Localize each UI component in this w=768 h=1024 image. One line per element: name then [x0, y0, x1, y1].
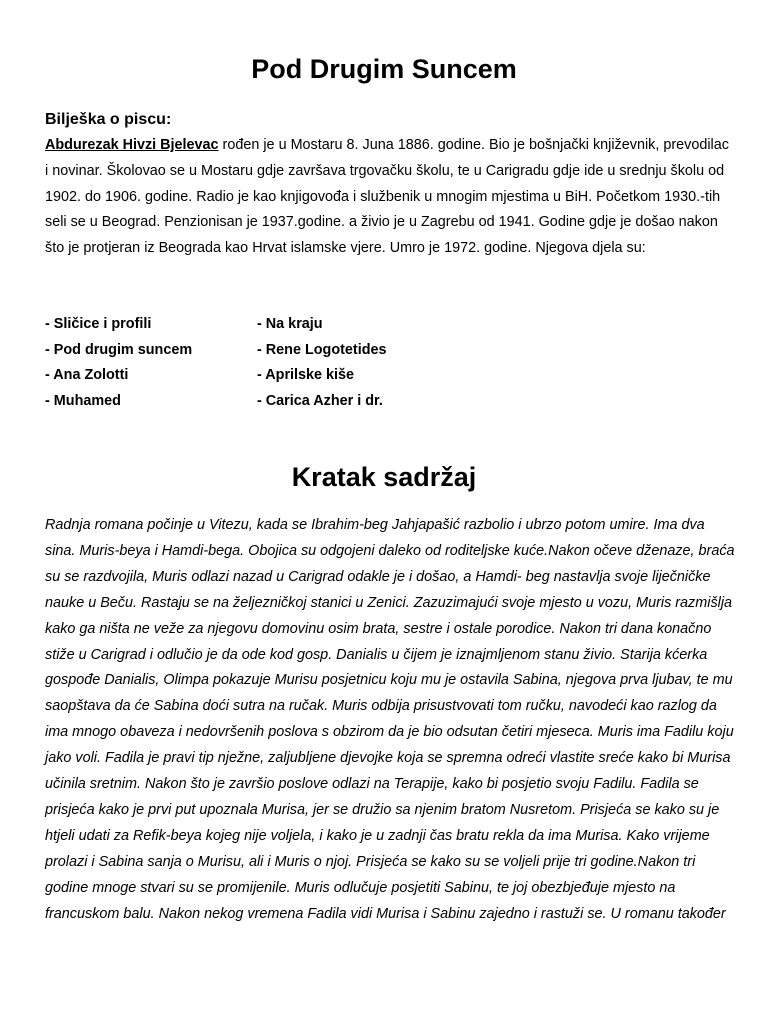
bio-text: rođen je u Mostaru 8. Juna 1886. godine. Bio je bošnjački književnik, prevodilac i novinar. Školovao se u Mostaru gdje završava trgovačku školu, te u Carigradu gdje ide u srednju školu od 1902. do 1906. godine. Radio je kao knjigovođa i službenik u mnogim mjestima u BiH. Početkom 1930.-tih seli se u Beograd. Penzionisan je 1937.godine. a živio je u Zagrebu od 1941. Godine gdje je došao nakon što je protjeran iz Beograda kao Hrvat islamske vjere. Umro je 1972. godine. Njegova djela su:: [45, 137, 729, 257]
summary-paragraph: Radnja romana počinje u Vitezu, kada se Ibrahim-beg Jahjapašić razbolio i ubrzo potom umire. Ima dva sina. Muris-beya i Hamdi-bega. Obojica su odgojeni daleko od roditeljske kuće.Nakon očeve dženaze, braća su se razdvojila, Muris odlazi nazad u Carigrad odakle je i došao, a Hamdi- beg nastavlja svoje liječničke nauke u Beču. Rastaju se na željezničkoj stanici u Zenici. Zazuzimajući svoje mjesto u vozu, Muris razmišlja kako ga ništa ne veže za njegovu domovinu osim brata, sestre i ostale porodice. Nakon tri dana konačno stiže u Carigrad i odlučio je da ode kod gosp. Danialis u čijem je iznajmljenom stanu živio. Starija kćerka gospođe Danialis, Olimpa pokazuje Murisu posjetnicu koju mu je ostavila Sabina, njegova prva ljubav, te mu saopštava da će Sabina doći sutra na ručak. Muris odbija prisustvovati tom ručku, navodeći kao razlog da ima mnogo obaveza i nedovršenih poslova s obzirom da je bio odsutan četiri mjeseca. Muris ima Fadilu koju jako voli. Fadila je pravi tip nježne, zaljubljene djevojke koja se spremna odreći vlastite sreće kako bi Murisa učinila sretnim. Nakon što je završio poslove odlazi na Terapije, kako bi posjetio svoju Fadilu. Fadila se prisjeća kako je prvi put upoznala Murisa, jer se družio sa njenim bratom Nusretom. Prisjeća se kako su je htjeli udati za Refik-beya kojeg nije voljela, i kako je u zadnji čas bratu rekla da ima Murisa. Kako vrijeme prolazi i Sabina sanja o Murisu, ali i Muris o njoj. Prisjeća se kako su se voljeli prije tri godine.Nakon tri godine mnoge stvari su se promijenile. Muris odlučuje posjetiti Sabinu, te joj obezbjeđuje mjesto na francuskom balu. Nakon nekog vremena Fadila vidi Murisa i Sabinu zajedno i rastuži se. U romanu također: [45, 517, 735, 922]
work-item: - Sličice i profili: [45, 316, 152, 332]
works-list: [45, 312, 545, 414]
work-item: - Muhamed: [45, 392, 121, 409]
work-item: - Na kraju: [257, 316, 323, 332]
summary-heading: Kratak sadržaj: [291, 462, 477, 492]
work-item: - Aprilske kiše: [257, 367, 355, 383]
work-item: - Pod drugim suncem: [45, 341, 193, 358]
works-row: [45, 389, 545, 415]
author-name: Abdurezak Hivzi Bjelevac: [45, 137, 219, 153]
works-row: [45, 338, 545, 364]
works-row: [45, 312, 545, 338]
bio-paragraph: [45, 133, 735, 262]
works-row: [45, 363, 545, 389]
page-title: Pod Drugim Suncem: [251, 54, 517, 84]
work-item: - Ana Zolotti: [45, 367, 129, 383]
bio-heading: Bilješka o piscu:: [45, 111, 172, 128]
work-item: - Rene Logotetides: [257, 341, 387, 358]
work-item: - Carica Azher i dr.: [257, 392, 383, 409]
